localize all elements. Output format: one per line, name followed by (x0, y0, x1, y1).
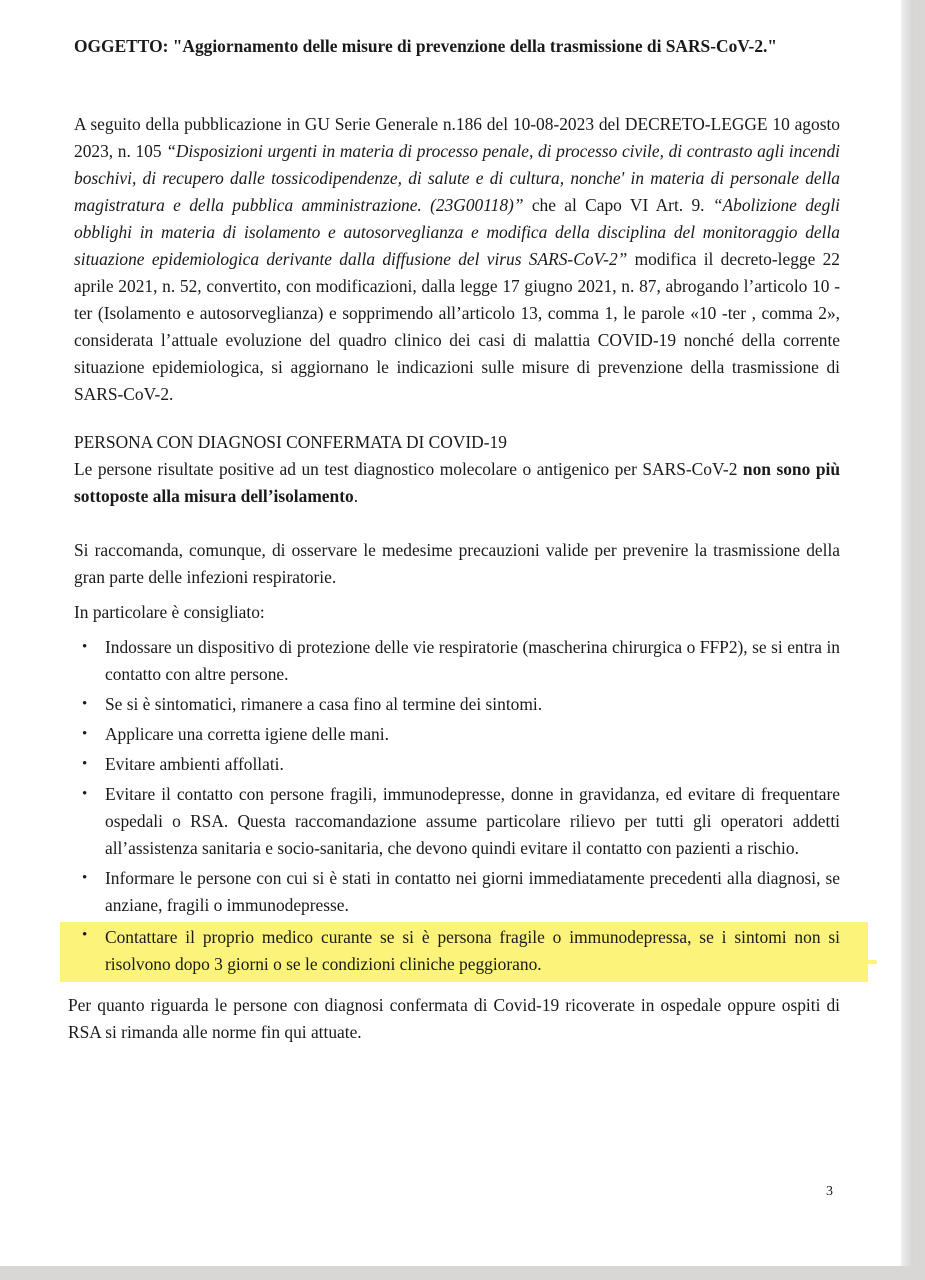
page-number: 3 (826, 1184, 833, 1199)
list-item-text: Se si è sintomatici, rimanere a casa fino al termine dei sintomi. (105, 694, 543, 714)
intro-text-3: modifica il decreto-legge 22 aprile 2021, n. 52, convertito, con modificazioni, dalla legge 17 giugno 2021, n. 87, abrogando l’articolo 10 -ter (Isolamento e autosorveglianza) e sopprimendo all’articolo 13, comma 1, le parole «10 -ter , comma 2», considerata l’attuale evoluzione del quadro clinico dei casi di malattia COVID-19 nonché della corrente situazione epidemiologica, si aggiornano le indicazioni sulle misure di prevenzione della trasmissione di SARS-CoV-2. (74, 249, 840, 404)
positives-bold: non sono più sottoposte alla misura dell’isolamento (74, 459, 840, 506)
decree-title: “Disposizioni urgenti in materia di processo penale, di processo civile, di contrasto agli incendi boschivi, di recupero dalle tossicodipendenze, di salute e di cultura, nonche' in materia di personale della magistratura e della pubblica amministrazione. (23G00118)” (74, 141, 840, 215)
subject-line: OGGETTO: "Aggiornamento delle misure di prevenzione della trasmissione di SARS-CoV-2." (74, 36, 778, 56)
highlighter-mark (843, 960, 877, 964)
list-item-text: Contattare il proprio medico curante se si è persona fragile o immunodepressa, se i sintomi non si risolvono dopo 3 giorni o se le condizioni cliniche peggiorano. (105, 927, 840, 974)
bullet-icon: • (82, 756, 88, 772)
intro-text-1: A seguito della pubblicazione in GU Serie Generale n.186 del 10-08-2023 del DECRETO-LEGGE 10 agosto 2023, n. 105 (74, 114, 840, 161)
list-item (74, 691, 840, 718)
highlighted-list-item (60, 922, 868, 982)
positives-text: Le persone risultate positive ad un test diagnostico molecolare o antigenico per SARS-CoV-2 (74, 459, 743, 479)
list-item (74, 751, 840, 778)
list-item (74, 865, 840, 919)
list-item-text: Applicare una corretta igiene delle mani. (105, 724, 389, 744)
positives-paragraph (74, 456, 840, 510)
bullet-icon: • (82, 639, 88, 655)
advice-list (74, 634, 840, 982)
list-item-text: Indossare un dispositivo di protezione delle vie respiratorie (mascherina chirurgica o FFP2), se si entra in contatto con altre persone. (105, 637, 840, 684)
page-edge-shadow (901, 0, 913, 1266)
bullet-icon: • (82, 696, 88, 712)
bullet-icon: • (82, 726, 88, 742)
recommendation-paragraph: Si raccomanda, comunque, di osservare le medesime precauzioni valide per prevenire la trasmissione della gran parte delle infezioni respiratorie. (74, 540, 840, 587)
list-item-text: Evitare il contatto con persone fragili, immunodepresse, donne in gravidanza, ed evitare di frequentare ospedali o RSA. Questa raccomandazione assume particolare rilievo per tutti gli operatori addetti all’assistenza sanitaria e socio-sanitaria, che devono quindi evitare il contatto con pazienti a rischio. (105, 784, 840, 858)
bullet-icon: • (82, 786, 88, 802)
list-item (74, 721, 840, 748)
bullet-icon: • (82, 927, 88, 943)
positives-end: . (353, 486, 359, 506)
list-item (74, 634, 840, 688)
list-item (74, 781, 840, 862)
article-title: “Abolizione degli obblighi in materia di isolamento e autosorveglianza e modifica della disciplina del monitoraggio della situazione epidemiologica derivante dalla diffusione del virus SARS-CoV-2” (74, 195, 840, 269)
intro-text-2: che al Capo VI Art. 9. (523, 195, 713, 215)
intro-paragraph (74, 111, 840, 408)
list-item-text: Evitare ambienti affollati. (105, 754, 284, 774)
document-body (68, 34, 840, 1046)
section-heading: PERSONA CON DIAGNOSI CONFERMATA DI COVID-19 (74, 432, 507, 452)
bullet-icon: • (82, 870, 88, 886)
list-item-text: Informare le persone con cui si è stati in contatto nei giorni immediatamente precedenti alla diagnosi, se anziane, fragili o immunodepresse. (105, 868, 840, 915)
closing-paragraph: Per quanto riguarda le persone con diagnosi confermata di Covid-19 ricoverate in ospedale oppure ospiti di RSA si rimanda alle norme fin qui attuate. (68, 995, 840, 1042)
advice-intro: In particolare è consigliato: (74, 602, 265, 622)
